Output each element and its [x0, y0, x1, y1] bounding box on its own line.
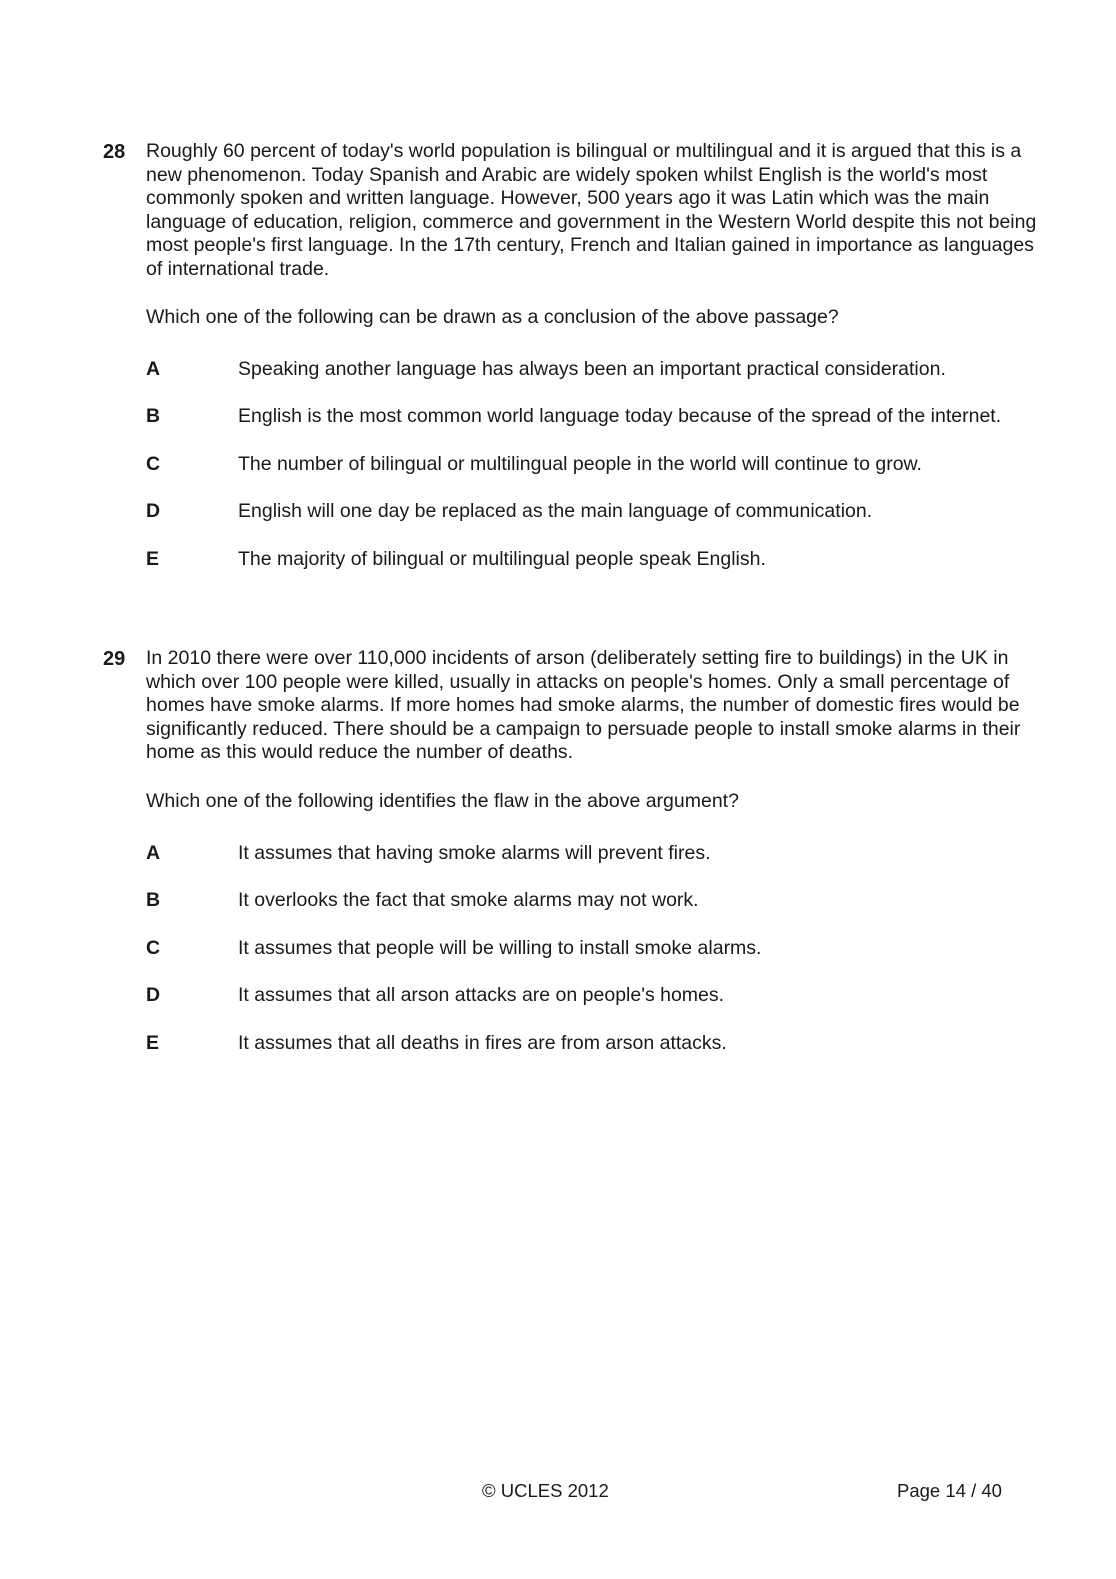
option-letter: E	[146, 547, 160, 570]
question-number: 28	[103, 141, 126, 163]
answer-option-e	[146, 547, 1051, 595]
answer-option-e	[146, 1031, 1051, 1079]
question-passage: In 2010 there were over 110,000 incidents of arson (deliberately setting fire to buildings) in the UK in which over 100 people were killed, usually in attacks on people's homes. Only a small percentage of homes have smoke alarms. If more homes had smoke alarms, the number of domestic fires would be significantly reduced. There should be a campaign to persuade people to install smoke alarms in their home as this would reduce the number of deaths.	[146, 647, 1021, 764]
option-letter: B	[146, 889, 161, 912]
option-text: It assumes that all deaths in fires are from arson attacks.	[238, 1031, 727, 1054]
option-text: Speaking another language has always been an important practical consideration.	[238, 357, 946, 380]
option-letter: D	[146, 500, 161, 523]
answer-option-d	[146, 499, 1051, 547]
option-text: English will one day be replaced as the main language of communication.	[238, 500, 873, 523]
option-letter: D	[146, 984, 161, 1007]
answer-option-a	[146, 357, 1051, 405]
option-text: English is the most common world language today because of the spread of the internet.	[238, 405, 1002, 428]
question-number: 29	[103, 648, 126, 670]
option-text: The number of bilingual or multilingual people in the world will continue to grow.	[238, 452, 922, 475]
option-text: It assumes that all arson attacks are on people's homes.	[238, 984, 725, 1007]
question-prompt: Which one of the following can be drawn as a conclusion of the above passage?	[146, 305, 839, 328]
answer-options	[146, 357, 1051, 595]
answer-options	[146, 841, 1051, 1079]
answer-option-a	[146, 841, 1051, 889]
option-letter: E	[146, 1031, 160, 1054]
answer-option-c	[146, 936, 1051, 984]
footer-page-number: Page 14 / 40	[897, 1480, 1002, 1501]
question-body	[146, 140, 1051, 594]
question-body	[146, 647, 1051, 1078]
answer-option-b	[146, 888, 1051, 936]
question-prompt: Which one of the following identifies the flaw in the above argument?	[146, 789, 739, 812]
answer-option-c	[146, 452, 1051, 500]
option-letter: C	[146, 452, 161, 475]
answer-option-b	[146, 404, 1051, 452]
option-letter: C	[146, 936, 161, 959]
option-text: The majority of bilingual or multilingual people speak English.	[238, 547, 766, 570]
option-text: It overlooks the fact that smoke alarms may not work.	[238, 889, 699, 912]
answer-option-d	[146, 983, 1051, 1031]
option-letter: B	[146, 405, 161, 428]
footer-copyright: © UCLES 2012	[482, 1480, 609, 1501]
option-text: It assumes that people will be willing to install smoke alarms.	[238, 936, 762, 959]
option-letter: A	[146, 841, 161, 864]
option-letter: A	[146, 357, 161, 380]
question-passage: Roughly 60 percent of today's world population is bilingual or multilingual and it is argued that this is a new phenomenon. Today Spanish and Arabic are widely spoken whilst English is the world's most commonly spoken and written language. However, 500 years ago it was Latin which was the main language of education, religion, commerce and government in the Western World despite this not being most people's first language. In the 17th century, French and Italian gained in importance as languages of international trade.	[146, 140, 1037, 280]
option-text: It assumes that having smoke alarms will prevent fires.	[238, 841, 711, 864]
